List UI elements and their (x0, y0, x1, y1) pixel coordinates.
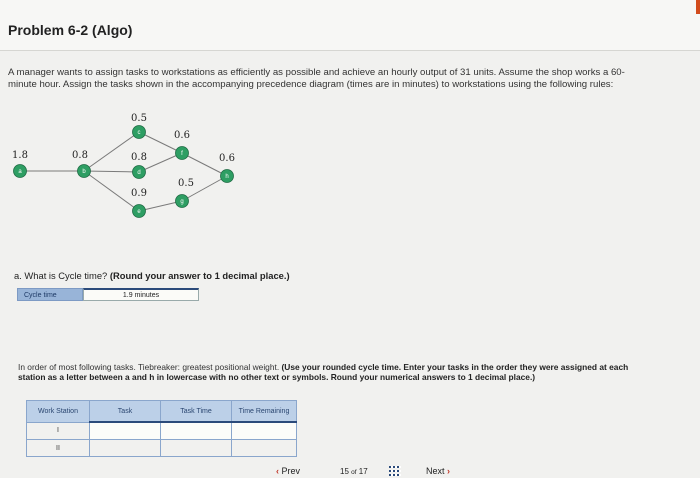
cycle-time-value: 1.9 (122, 292, 133, 299)
page-total: 17 (358, 467, 368, 476)
header-time-remaining: Time Remaining (232, 401, 297, 423)
task-node-letter: c (137, 130, 141, 136)
task-node-letter: d (137, 170, 141, 176)
grid-icon[interactable] (389, 466, 401, 476)
page-of: of (351, 469, 357, 476)
task-time-label: 1.8 (12, 150, 28, 161)
chevron-right-icon: › (447, 466, 451, 476)
station-cell: I (27, 422, 90, 440)
question-a-hint: (Round your answer to 1 decimal place.) (109, 270, 290, 281)
instructions-text: In order of most following tasks. Tiebreaker: greatest positional weight. (18, 362, 282, 372)
cycle-time-row (17, 288, 199, 302)
task-node-letter: g (180, 199, 184, 205)
task-node-c (131, 113, 147, 139)
task-time-label: 0.5 (178, 178, 194, 189)
task-time-input[interactable] (161, 422, 232, 440)
task-time-cell-empty (161, 440, 232, 457)
next-button[interactable] (426, 466, 450, 476)
cycle-time-unit: minutes (134, 292, 160, 299)
task-node-b (72, 150, 90, 178)
table-header-row (27, 401, 297, 423)
task-cell-empty (90, 440, 161, 457)
task-node-g (176, 178, 194, 208)
workstation-table (26, 400, 297, 457)
page-title: Problem 6-2 (Algo) (8, 22, 133, 38)
time-remaining-input[interactable] (232, 422, 297, 440)
header-work-station: Work Station (27, 401, 90, 423)
chevron-left-icon: ‹ (276, 466, 279, 476)
header-task-time: Task Time (161, 401, 232, 423)
task-node-letter: b (82, 169, 86, 175)
cycle-time-label: Cycle time (17, 288, 83, 301)
task-node-letter: f (181, 151, 183, 157)
problem-statement: A manager wants to assign tasks to workstations as efficiently as possible and achieve an hourly output of 31 units. Assume the shop works a 60-minute hour. Assign the tasks shown in the accompanying precedence diagram (times are in minutes) to workstations using the following rules: (8, 67, 625, 90)
page-current: 15 (340, 467, 349, 476)
page-indicator (340, 467, 368, 476)
diagram-edges (20, 132, 227, 211)
task-time-label: 0.6 (174, 130, 190, 141)
scroll-marker (696, 0, 700, 14)
task-node-h (219, 153, 235, 183)
task-node-f (174, 130, 190, 160)
task-node-letter: e (137, 209, 141, 215)
prev-button[interactable] (276, 466, 300, 476)
next-label: Next (426, 466, 445, 476)
precedence-diagram (0, 105, 260, 225)
table-row (27, 440, 297, 457)
task-time-label: 0.8 (131, 152, 147, 163)
task-node-e (131, 188, 147, 218)
task-time-label: 0.9 (131, 188, 147, 199)
task-time-label: 0.5 (131, 113, 147, 124)
task-node-letter: a (18, 169, 22, 175)
edge-b-d (84, 171, 139, 172)
cycle-time-input[interactable] (83, 288, 199, 301)
task-time-label: 0.6 (219, 153, 235, 164)
instructions (18, 362, 638, 382)
task-input[interactable] (90, 422, 161, 440)
task-node-a (12, 150, 28, 178)
task-node-letter: h (225, 174, 229, 180)
task-time-label: 0.8 (72, 150, 88, 161)
question-a (14, 270, 290, 281)
header-bar (0, 0, 700, 51)
table-row (27, 422, 297, 440)
instructions-bold: (Use your rounded cycle time. Enter your tasks in the order they were assigned at each station as a letter between a and h in lowercase with no other text or symbols. Round your numerical answers to 1 decimal place.) (18, 362, 629, 382)
question-a-prefix: a. What is Cycle time? (14, 270, 110, 281)
header-task: Task (90, 401, 161, 423)
prev-label: Prev (281, 466, 301, 476)
task-node-d (131, 152, 147, 179)
station-cell: II (27, 440, 90, 457)
time-remaining-cell-empty (232, 440, 297, 457)
